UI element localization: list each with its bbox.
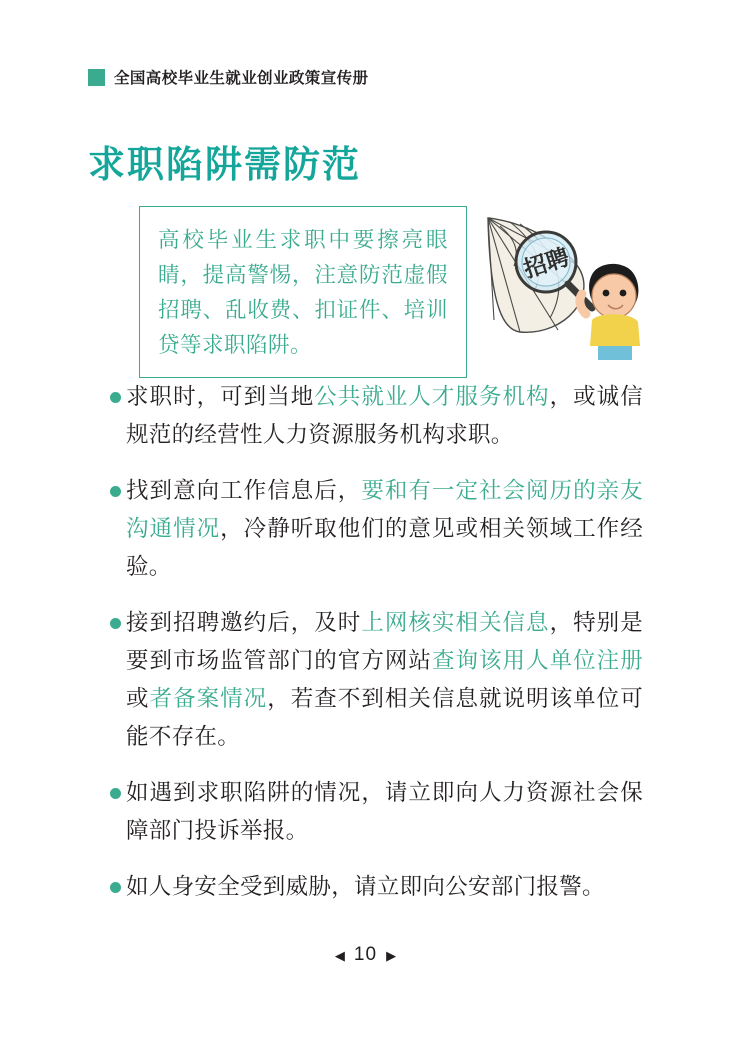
- next-page-arrow-icon[interactable]: ▶: [386, 947, 397, 963]
- list-item: [110, 868, 643, 906]
- text-segment: 找到意向工作信息后，: [126, 478, 362, 503]
- text-segment-highlight: 上网核实相关信息: [361, 610, 550, 635]
- text-segment-highlight: 者备案情况: [149, 686, 268, 711]
- illustration-label: 招聘: [520, 243, 573, 283]
- text-segment-highlight: 要和有一定社会阅历的亲友沟通情况: [126, 478, 643, 541]
- list-item: [110, 604, 643, 756]
- text-segment: 求职时，可到当地: [126, 384, 315, 409]
- callout-text: 高校毕业生求职中要擦亮眼睛，提高警惕，注意防范虚假招聘、乱收费、扣证件、培训贷等求职陷阱。: [158, 228, 448, 357]
- bullet-list: [110, 378, 643, 924]
- list-item: [110, 774, 643, 850]
- bullet-dot-icon: [110, 788, 121, 799]
- recruitment-magnifier-illustration: [480, 208, 655, 368]
- list-item: [110, 472, 643, 586]
- header-mark-icon: [88, 69, 105, 86]
- document-header: [88, 66, 368, 88]
- bullet-dot-icon: [110, 392, 121, 403]
- previous-page-arrow-icon[interactable]: ◀: [334, 947, 345, 963]
- text-segment-highlight: 查询该用人单位注册: [431, 648, 644, 673]
- text-segment: 或: [126, 686, 150, 711]
- text-segment: 接到招聘邀约后，及时: [126, 610, 362, 635]
- bullet-dot-icon: [110, 486, 121, 497]
- page-footer: [0, 944, 731, 966]
- list-item-text: [126, 604, 643, 756]
- text-segment: ，冷静听取他们的意见或相关领域工作经验。: [126, 516, 644, 579]
- callout-box: [139, 206, 467, 378]
- bullet-dot-icon: [110, 882, 121, 893]
- list-item-text: 如人身安全受到威胁，请立即向公安部门报警。: [126, 874, 605, 899]
- list-item-text: [126, 472, 643, 586]
- text-segment-highlight: 公共就业人才服务机构: [314, 384, 550, 409]
- list-item-text: [126, 378, 643, 454]
- text-segment: ，特别是要到市场监管部门的官方网站: [126, 610, 643, 673]
- list-item-text: 如遇到求职陷阱的情况，请立即向人力资源社会保障部门投诉举报。: [126, 780, 643, 843]
- page-title: 求职陷阱需防范: [88, 144, 361, 185]
- list-item: [110, 378, 643, 454]
- bullet-dot-icon: [110, 618, 121, 629]
- text-segment: ，或诚信规范的经营性人力资源服务机构求职。: [126, 384, 643, 447]
- text-segment: ，若查不到相关信息就说明该单位可能不存在。: [126, 686, 643, 749]
- header-title: 全国高校毕业生就业创业政策宣传册: [114, 70, 369, 87]
- page-number: 10: [353, 944, 378, 965]
